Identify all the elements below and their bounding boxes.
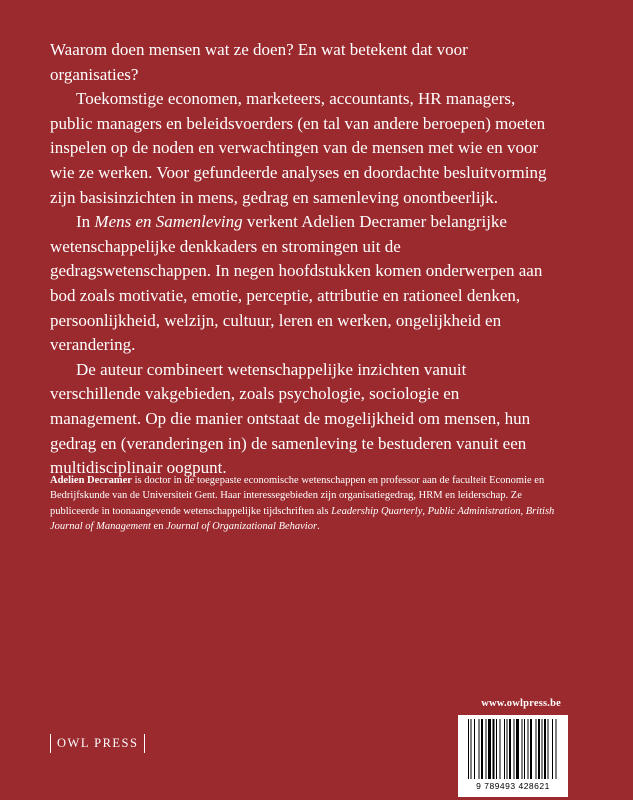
barcode-bar bbox=[474, 719, 475, 779]
isbn-barcode bbox=[458, 715, 568, 797]
author-bio bbox=[50, 473, 560, 535]
barcode-bar bbox=[514, 719, 515, 779]
journal-separator: , bbox=[520, 505, 526, 517]
barcode-bar bbox=[509, 719, 511, 779]
barcode-bar bbox=[488, 719, 491, 779]
author-bio-text: is doctor in de toegepaste economische wetenschappen en professor aan de faculteit Economie en Bedrijfskunde van de Universiteit Gent. Haar interessegebieden zijn organisatiegedrag, HRM en leiderschap. Ze publiceerde in toonaangevende wetenschappelijke tijdschriften als bbox=[50, 475, 545, 517]
barcode-bar bbox=[524, 719, 525, 779]
blurb-intro: Waarom doen mensen wat ze doen? En wat betekent dat voor organisaties? bbox=[50, 40, 468, 84]
barcode-bar bbox=[471, 719, 472, 779]
barcode-bar bbox=[536, 719, 537, 779]
blurb-paragraph-approach: De auteur combineert wetenschappelijke inzichten vanuit verschillende vakgebieden, zoals psychologie, sociologie en management. Op die manier ontstaat de mogelijkheid om mensen, hun gedrag en (veranderingen in) de samenleving te bestuderen vanuit een multidisciplinair oogpunt. bbox=[50, 359, 531, 478]
barcode-bar bbox=[548, 719, 549, 779]
barcode-bar bbox=[544, 719, 546, 779]
book-title: Mens en Samenleving bbox=[94, 212, 243, 232]
publisher-website: www.owlpress.be bbox=[481, 698, 561, 709]
barcode-bar bbox=[468, 719, 469, 779]
journal-separator: , bbox=[422, 505, 428, 517]
barcode-bar bbox=[493, 719, 495, 779]
author-name: Adelien Decramer bbox=[50, 475, 132, 486]
barcode-bar bbox=[516, 719, 519, 779]
blurb-book-text: verkent Adelien Decramer belangrijke wetenschappelijke denkkaders en stromingen uit de gedragswetenschappen. In negen hoofdstukken komen onderwerpen aan bod zoals motivatie, emotie, perceptie, attributie en rationeel denken, persoonlijkheid, welzijn, cultuur, leren en werken, ongelijkheid en verandering. bbox=[50, 212, 543, 355]
barcode-bar bbox=[486, 719, 487, 779]
isbn-number: 9 789493 428621 bbox=[476, 781, 550, 791]
author-bio-end: . bbox=[317, 521, 320, 533]
barcode-bar bbox=[552, 719, 553, 779]
barcode-bar bbox=[538, 719, 540, 779]
journal-separator: en bbox=[150, 521, 167, 533]
barcode-bar bbox=[542, 719, 543, 779]
journal-title: British Journal of Management bbox=[50, 505, 555, 533]
blurb-paragraph-audience: Toekomstige economen, marketeers, accountants, HR managers, public managers en beleidsvoerders (en tal van andere beroepen) moeten inspelen op de noden en verwachtingen van de mensen met wie en voor wie ze werken. Voor gefundeerde analyses en doordachte besluitvorming zijn basisinzichten in mens, gedrag en samenleving onontbeerlijk. bbox=[50, 89, 547, 207]
journal-title: Journal of Organizational Behavior bbox=[166, 521, 318, 533]
barcode-bar bbox=[556, 719, 557, 779]
barcode-bar bbox=[479, 719, 480, 779]
back-cover-blurb bbox=[50, 38, 550, 481]
barcode-bar bbox=[522, 719, 523, 779]
barcode-icon bbox=[466, 719, 560, 781]
blurb-lead: In bbox=[76, 212, 95, 232]
journal-title: Leadership Quarterly bbox=[331, 505, 423, 517]
barcode-bar bbox=[504, 719, 505, 779]
barcode-bar bbox=[528, 719, 529, 779]
barcode-bar bbox=[496, 719, 497, 779]
barcode-bar bbox=[500, 719, 501, 779]
barcode-bar bbox=[481, 719, 483, 779]
journal-title: Public Administration bbox=[427, 505, 521, 517]
barcode-bar bbox=[507, 719, 508, 779]
blurb-paragraph-book bbox=[50, 210, 550, 358]
barcode-bar bbox=[530, 719, 532, 779]
publisher-logo: OWL PRESS bbox=[50, 734, 145, 753]
